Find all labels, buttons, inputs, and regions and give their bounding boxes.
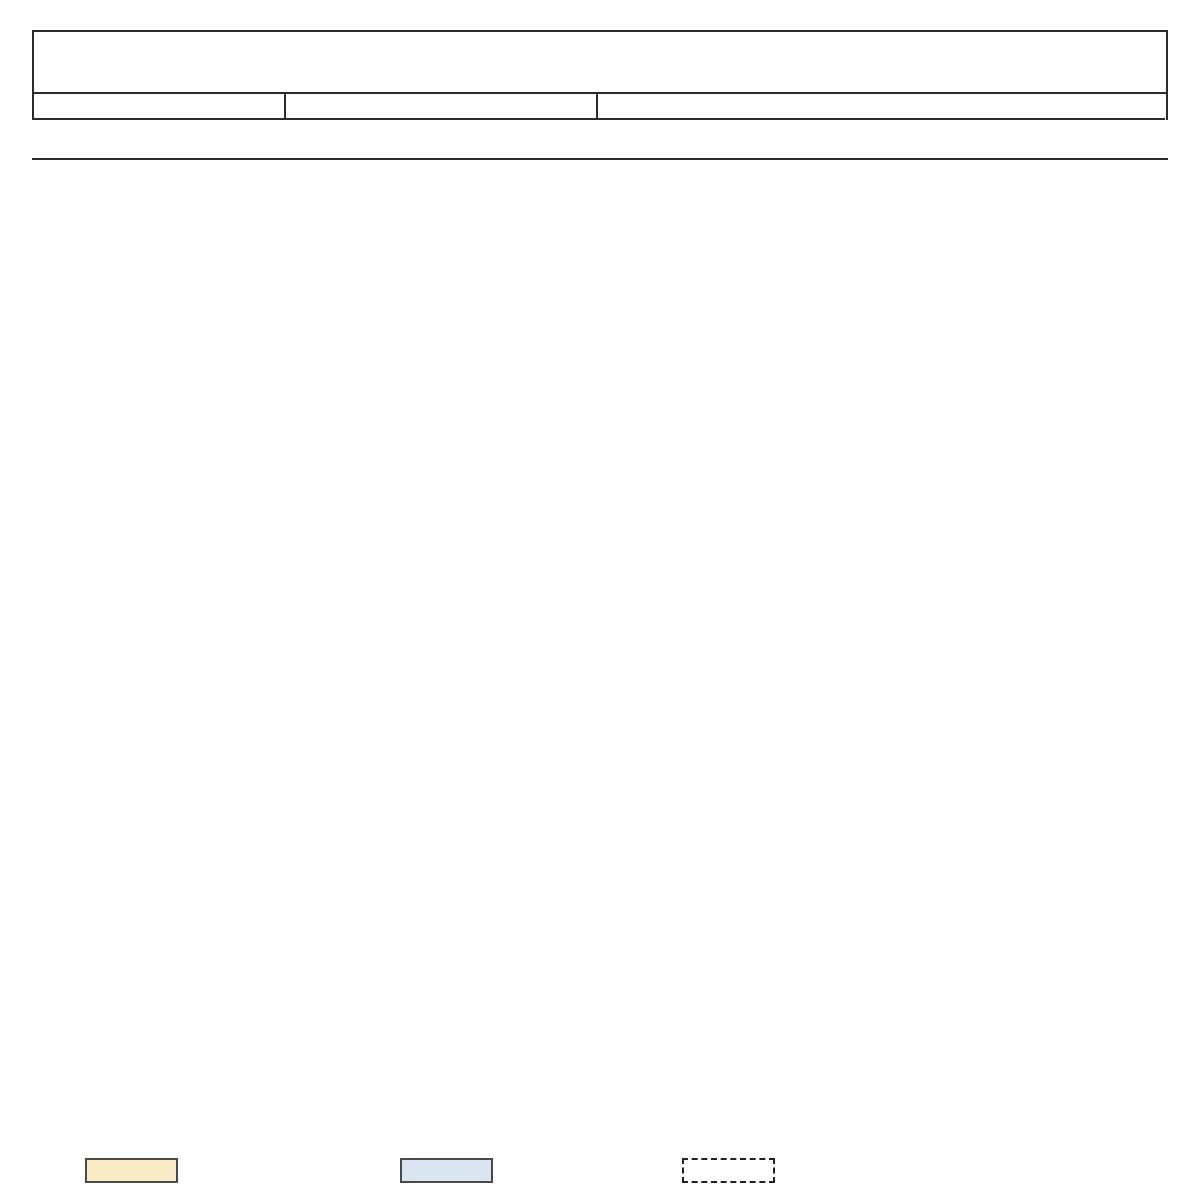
legend-item-women	[85, 1158, 192, 1183]
table-upper-section	[32, 30, 1168, 120]
page-title	[34, 32, 1166, 94]
eu-sizes-header	[284, 94, 598, 120]
men-color-swatch	[400, 1158, 493, 1183]
zigzag-row	[32, 120, 1168, 158]
women-color-swatch	[85, 1158, 178, 1183]
legend	[0, 1158, 1200, 1194]
legend-item-both	[682, 1158, 789, 1183]
both-color-swatch	[682, 1158, 775, 1183]
eu-sizes-row	[34, 94, 1166, 120]
legend-item-men	[400, 1158, 507, 1183]
ring-size-table	[32, 30, 1168, 160]
eu-row-spacer-right	[598, 94, 1165, 120]
eu-row-spacer-left	[34, 94, 284, 120]
rows-men	[32, 158, 1168, 160]
